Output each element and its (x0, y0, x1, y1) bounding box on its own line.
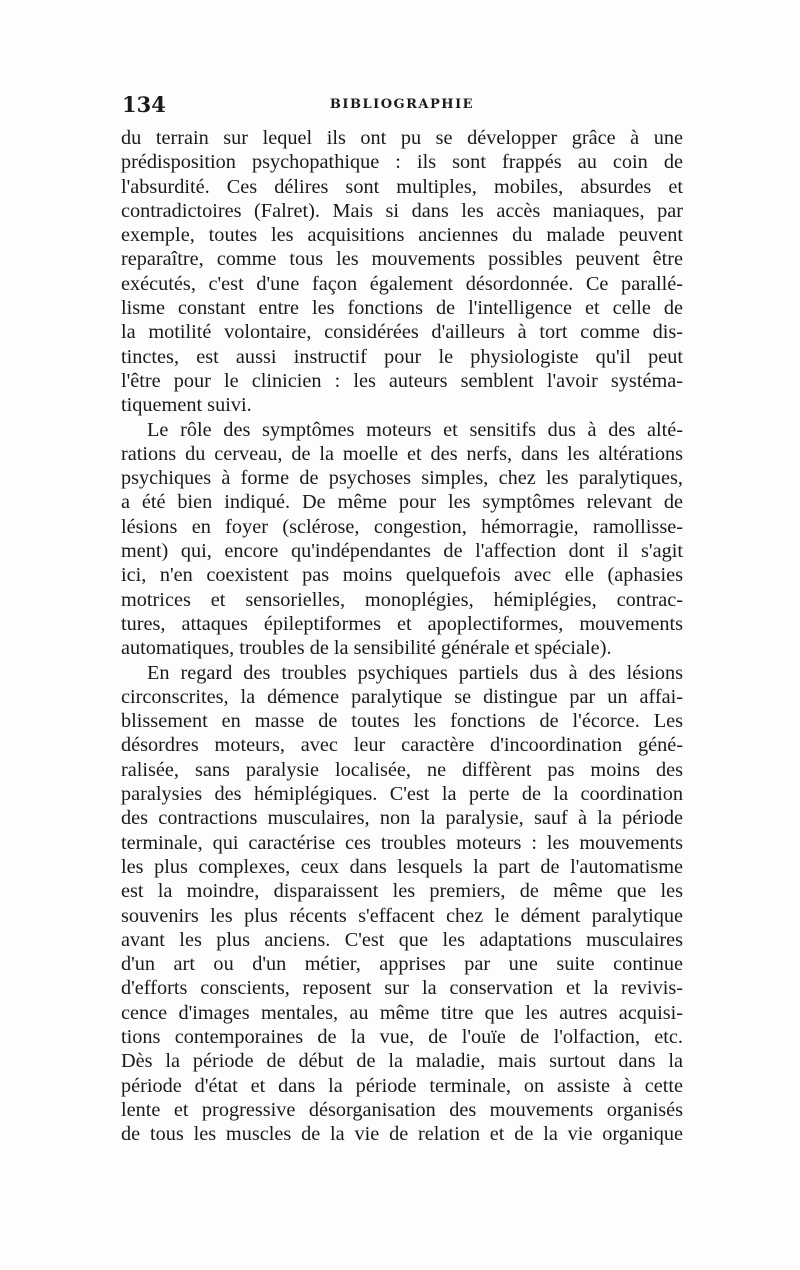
text-line: exemple, toutes les acquisitions anciennes du malade peuvent (121, 224, 683, 247)
text-line: rations du cerveau, de la moelle et des nerfs, dans les altérations (121, 442, 683, 465)
text-line: tions contemporaines de la vue, de l'ouïe de l'olfaction, etc. (121, 1025, 683, 1048)
text-line: blissement en masse de toutes les fonctions de l'écorce. Les (121, 710, 683, 733)
text-line: d'un art ou d'un métier, apprises par une suite continue (121, 953, 683, 976)
text-line: désordres moteurs, avec leur caractère d'incoordination géné- (121, 734, 683, 757)
text-line: est la moindre, disparaissent les premiers, de même que les (121, 880, 683, 903)
body-text (121, 126, 683, 1146)
text-line: tures, attaques épileptiformes et apoplectiformes, mouvements (121, 612, 683, 635)
text-line: Dès la période de début de la maladie, mais surtout dans la (121, 1050, 683, 1073)
text-line: des contractions musculaires, non la paralysie, sauf à la période (121, 807, 683, 830)
running-title: BIBLIOGRAPHIE (329, 97, 475, 112)
text-line: l'être pour le clinicien : les auteurs semblent l'avoir systéma- (121, 369, 683, 392)
text-line: les plus complexes, ceux dans lesquels la part de l'automatisme (121, 855, 683, 878)
text-line: ici, n'en coexistent pas moins quelquefois avec elle (aphasies (121, 564, 683, 587)
text-line: tinctes, est aussi instructif pour le physiologiste qu'il peut (121, 345, 683, 368)
text-line: exécutés, c'est d'une façon également désordonnée. Ce parallé- (121, 272, 683, 295)
text-line: avant les plus anciens. C'est que les adaptations musculaires (121, 928, 683, 951)
text-line: période d'état et dans la période terminale, on assiste à cette (121, 1074, 683, 1097)
text-line: ralisée, sans paralysie localisée, ne diffèrent pas moins des (121, 758, 683, 781)
text-line: circonscrites, la démence paralytique se distingue par un affai- (121, 685, 683, 708)
running-head (122, 92, 682, 122)
text-line: a été bien indiqué. De même pour les symptômes relevant de (121, 491, 683, 514)
paragraph (121, 661, 683, 1147)
page-number: 134 (122, 92, 166, 117)
text-line: prédisposition psychopathique : ils sont frappés au coin de (121, 151, 683, 174)
text-line: lisme constant entre les fonctions de l'intelligence et celle de (121, 297, 683, 320)
paragraph (121, 126, 683, 418)
text-line: l'absurdité. Ces délires sont multiples, mobiles, absurdes et (121, 175, 683, 198)
text-line: du terrain sur lequel ils ont pu se développer grâce à une (121, 127, 683, 149)
text-line: de tous les muscles de la vie de relation et de la vie organique (121, 1123, 683, 1146)
text-line: lente et progressive désorganisation des mouvements organisés (121, 1098, 683, 1121)
text-line: reparaître, comme tous les mouvements possibles peuvent être (121, 248, 683, 271)
text-line: lésions en foyer (sclérose, congestion, hémorragie, ramollisse- (121, 515, 683, 538)
paragraph (121, 418, 683, 661)
text-line: cence d'images mentales, au même titre que les autres acquisi- (121, 1001, 683, 1024)
text-line: paralysies des hémiplégiques. C'est la perte de la coordination (121, 783, 683, 806)
text-line: En regard des troubles psychiques partiels dus à des lésions (147, 661, 683, 684)
text-line: la motilité volontaire, considérées d'ailleurs à tort comme dis- (121, 321, 683, 344)
text-line: souvenirs les plus récents s'effacent chez le dément paralytique (121, 904, 683, 927)
text-line: d'efforts conscients, reposent sur la conservation et la revivis- (121, 977, 683, 1000)
text-line: tiquement suivi. (121, 394, 252, 417)
text-line: Le rôle des symptômes moteurs et sensitifs dus à des alté- (147, 418, 683, 441)
text-line: motrices et sensorielles, monoplégies, hémiplégies, contrac- (121, 588, 683, 611)
text-line: contradictoires (Falret). Mais si dans les accès maniaques, par (121, 199, 683, 222)
text-line: terminale, qui caractérise ces troubles moteurs : les mouvements (121, 831, 683, 854)
text-line: psychiques à forme de psychoses simples, chez les paralytiques, (121, 467, 683, 490)
text-line: ment) qui, encore qu'indépendantes de l'affection dont il s'agit (121, 540, 683, 563)
text-line: automatiques, troubles de la sensibilité générale et spéciale). (121, 637, 612, 660)
